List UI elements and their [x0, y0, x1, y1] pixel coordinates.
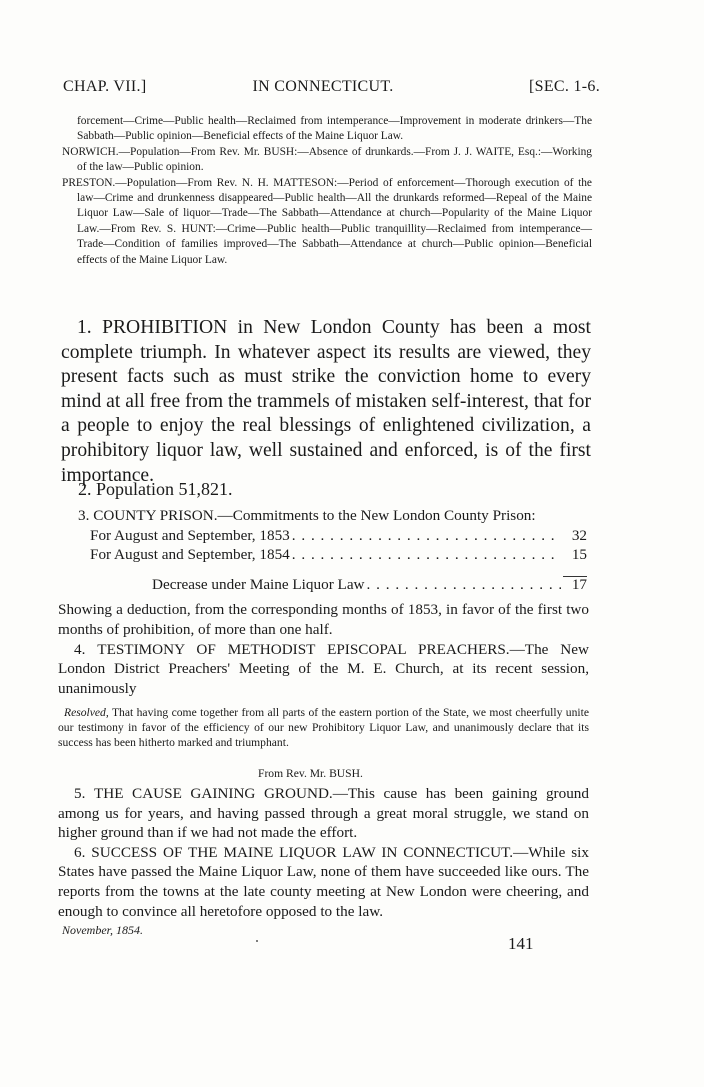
total-value: 17: [563, 576, 587, 593]
section-lead: COUNTY PRISON.: [93, 507, 218, 524]
quote-text: That having come together from all parts of the eastern portion of the State, we most cheerfully unite our testimony in favor of the efficiency of our new Prohibitory Liquor Law, and unanimously declare that its success has been hitherto marked and triumphant.: [58, 706, 589, 750]
leader-dots: [292, 526, 561, 546]
section-lead: SUCCESS OF THE MAINE LIQUOR LAW IN CONNECTICUT.: [91, 843, 514, 861]
leader-dots: [367, 575, 561, 595]
section-text: —This cause has been gaining ground among us for years, and having passed through a great moral struggle, we stand on higher ground than if we had not made the effort.: [58, 785, 589, 842]
place-name: PRESTON.: [62, 176, 116, 189]
section-4: [58, 640, 589, 699]
leader-dots: [292, 545, 561, 565]
commitments-table: [58, 526, 589, 595]
running-head: [63, 78, 600, 96]
row-value: 32: [571, 526, 587, 544]
section-number: 1.: [77, 317, 92, 338]
section-number: 6.: [74, 843, 86, 861]
section-text: in New London County has been a most complete triumph. In whatever aspect its results are viewed, they present facts such as must strike the conviction home to every mind at all free from the trammels of mistaken self-interest, that for a people to enjoy the real blessings of enlightened civilization, a prohibitory liquor law, well sustained and enforced, is of the first importance.: [61, 317, 591, 486]
section-number: 3.: [78, 507, 90, 524]
section-lead: TESTIMONY OF METHODIST EPISCOPAL PREACHERS.: [97, 640, 510, 658]
place-name: NORWICH.: [62, 145, 119, 158]
section-text: —While six States have passed the Maine Liquor Law, none of them have succeeded like ours. The reports from the towns at the late county meeting at New London were cheering, and enough to convince all heretofore opposed to the law.: [58, 843, 589, 920]
summary-text: —Population—From Rev. Mr. BUSH:—Absence of drunkards.—From J. J. WAITE, Esq.:—Working of the law—Public opinion.: [77, 145, 592, 174]
section-lead: PROHIBITION: [102, 317, 228, 338]
table-row: [90, 545, 587, 565]
section-5: [58, 784, 589, 843]
page-number: 141: [508, 934, 534, 953]
section-lead: THE CAUSE GAINING GROUND.: [93, 785, 333, 802]
sections-5-6: [58, 784, 589, 941]
table-row: [90, 526, 587, 546]
section-2: 2. Population 51,821.: [78, 479, 233, 499]
summary-paragraph: [62, 145, 592, 176]
section-label: [SEC. 1-6.: [529, 78, 600, 95]
section-1: [61, 316, 591, 488]
total-row: [90, 575, 587, 595]
section-number: 4.: [74, 640, 86, 658]
row-label: For August and September, 1854: [90, 546, 290, 564]
section-3: [58, 506, 589, 698]
section-text: —The New London District Preachers' Meeting of the M. E. Church, at its recent session, unanimously: [58, 640, 589, 697]
date-line: November, 1854.: [62, 923, 143, 938]
row-label: For August and September, 1853: [90, 526, 290, 544]
resolution-quote: [58, 705, 589, 751]
section-number: 5.: [74, 785, 86, 802]
chapter-summary: [62, 114, 592, 268]
chapter-label: CHAP. VII.]: [63, 78, 147, 95]
section-3-conclusion: Showing a deduction, from the corresponding months of 1853, in favor of the first two months of prohibition, of more than one half.: [58, 601, 589, 638]
attribution: From Rev. Mr. BUSH.: [258, 767, 363, 780]
quote-lead: Resolved,: [64, 706, 109, 719]
section-text: —Commitments to the New London County Prison:: [217, 507, 536, 524]
summary-paragraph: forcement—Crime—Public health—Reclaimed from intemperance—Improvement in moderate drinkers—The Sabbath—Public opinion—Beneficial effects of the Maine Liquor Law.: [77, 115, 592, 143]
row-value: 15: [571, 546, 587, 564]
running-title: IN CONNECTICUT.: [252, 78, 394, 95]
section-6: [58, 843, 589, 921]
print-speck: [256, 940, 258, 942]
summary-text: —Population—From Rev. N. H. MATTESON:—Period of enforcement—Thorough execution of the law—Crime and drunkenness disappeared—Public health—All the drunkards reformed—Repeal of the Maine Liquor Law—Sale of liquor—Trade—The Sabbath—Attendance at church—Popularity of the Maine Liquor Law.—From Rev. S. HUNT:—Crime—Public health—Public tranquillity—Reclaimed from intemperance—Trade—Condition of families improved—The Sabbath—Attendance at church—Public opinion—Beneficial effects of the Maine Liquor Law.: [77, 176, 592, 266]
total-label: Decrease under Maine Liquor Law: [152, 575, 365, 593]
summary-paragraph: [62, 176, 592, 268]
